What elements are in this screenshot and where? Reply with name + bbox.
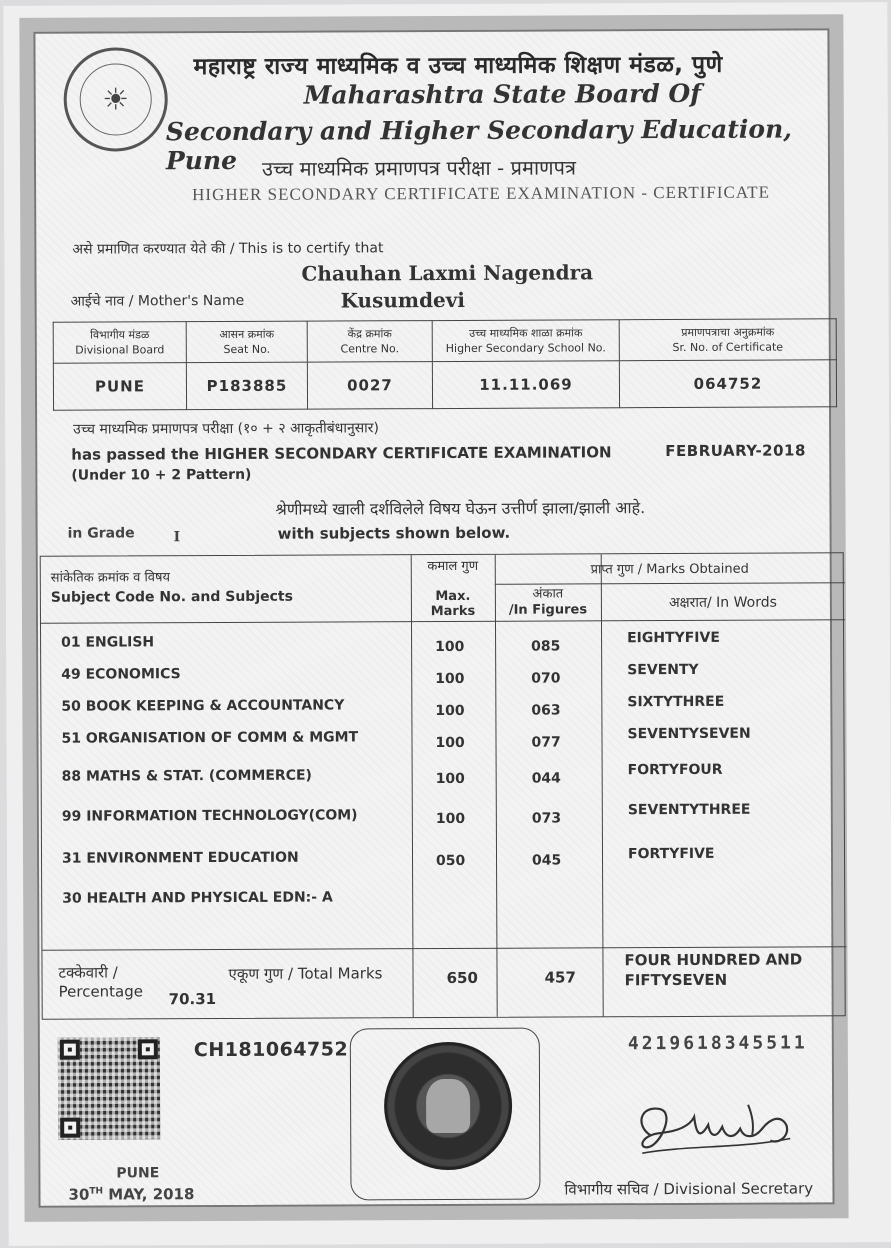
marks-figures: 045 xyxy=(531,852,562,869)
subject-name: 50 BOOK KEEPING & ACCOUNTANCY xyxy=(61,697,345,715)
max-marks: 100 xyxy=(435,810,466,828)
words-header: अक्षरात/ In Words xyxy=(668,594,777,612)
percentage-value: 70.31 xyxy=(168,990,217,1009)
board-emblem-icon: ☀ xyxy=(63,47,167,151)
max-marks-header-marathi: कमाल गुण xyxy=(427,558,479,575)
marks-words: FORTYFIVE xyxy=(627,845,715,863)
marks-words: SEVENTY xyxy=(627,661,699,679)
marks-row xyxy=(42,847,846,875)
subject-name: 31 ENVIRONMENT EDUCATION xyxy=(61,849,299,867)
exam-title-english: HIGHER SECONDARY CERTIFICATE EXAMINATION - CERTIFICATE xyxy=(192,182,771,205)
max-marks: 100 xyxy=(435,638,465,656)
marks-row xyxy=(41,727,845,755)
signature-icon xyxy=(630,1094,800,1161)
header-seat-no: आसन क्रमांक Seat No. xyxy=(186,321,307,363)
marks-row xyxy=(41,695,845,723)
qr-code-icon xyxy=(58,1037,160,1139)
certify-statement: असे प्रमाणित करण्यात येते की / This is to certify that xyxy=(72,240,384,258)
subject-header-marathi: सांकेतिक क्रमांक व विषय xyxy=(50,570,171,586)
signatory-title: विभागीय सचिव / Divisional Secretary xyxy=(564,1179,814,1199)
marks-figures: 063 xyxy=(531,702,561,719)
mother-name: Kusumdevi xyxy=(340,287,466,313)
certificate-sr-no-value: 064752 xyxy=(619,360,836,408)
marks-row xyxy=(42,887,846,915)
subject-name: 51 ORGANISATION OF COMM & MGMT xyxy=(61,729,359,747)
marks-figures: 070 xyxy=(531,670,561,687)
percentage-label-marathi: टक्केवारी / xyxy=(58,963,118,982)
seat-no-value: P183885 xyxy=(186,362,307,410)
subjects-statement-english: with subjects shown below. xyxy=(277,523,511,543)
max-marks: 100 xyxy=(435,734,465,752)
header-school-no: उच्च माध्यमिक शाळा क्रमांक Higher Secondary School No. xyxy=(432,320,619,362)
marks-figures: 085 xyxy=(531,638,561,655)
figures-header-english: /In Figures xyxy=(508,602,588,618)
issue-place: PUNE xyxy=(116,1165,160,1182)
subject-header-english: Subject Code No. and Subjects xyxy=(50,588,293,606)
max-marks: 100 xyxy=(435,670,465,688)
exam-title-marathi: उच्च माध्यमिक प्रमाणपत्र परीक्षा - प्रमाणपत्र xyxy=(261,155,577,181)
certificate-sheet xyxy=(3,2,891,1246)
certificate-code: CH181064752 xyxy=(193,1038,349,1062)
marks-words: SEVENTYSEVEN xyxy=(627,725,751,743)
header-centre-no: केंद्र क्रमांक Centre No. xyxy=(307,321,432,363)
grade-value: I xyxy=(173,529,181,546)
percentage-label-english: Percentage xyxy=(58,982,144,1001)
total-marks-words: FOUR HUNDRED AND FIFTYSEVEN xyxy=(624,950,803,990)
marks-words: SEVENTYTHREE xyxy=(627,801,751,819)
max-marks: 100 xyxy=(435,770,465,788)
marks-row xyxy=(41,631,845,659)
centre-no-value: 0027 xyxy=(307,362,432,410)
max-marks: 100 xyxy=(435,702,465,720)
board-name-english-line2: Secondary and Higher Secondary Education, Pune xyxy=(165,114,792,176)
issue-date: 30TH MAY, 2018 xyxy=(68,1185,195,1204)
figures-header-marathi: अंकात xyxy=(532,586,564,602)
header-certificate-sr-no: प्रमाणपत्राचा अनुक्रमांक Sr. No. of Certificate xyxy=(619,319,836,361)
header-divisional-board: विभागीय मंडळ Divisional Board xyxy=(53,322,186,364)
candidate-info-table xyxy=(53,318,837,410)
candidate-name: Chauhan Laxmi Nagendra xyxy=(301,260,594,286)
subject-name: 49 ECONOMICS xyxy=(61,666,181,683)
marks-figures: 077 xyxy=(531,734,561,751)
subjects-statement-marathi: श्रेणीमध्ये खाली दर्शविलेले विषय घेऊन उत्तीर्ण झाला/झाली आहे. xyxy=(275,498,646,519)
marks-words: FORTYFOUR xyxy=(627,761,723,779)
marks-row xyxy=(41,663,845,691)
exam-pattern-marathi: उच्च माध्यमिक प्रमाणपत्र परीक्षा (१० + २ आकृतीबंधानुसार) xyxy=(73,420,380,438)
max-marks: 050 xyxy=(435,852,466,870)
subject-name: 01 ENGLISH xyxy=(61,634,155,651)
marks-figures: 044 xyxy=(531,770,561,787)
marks-table xyxy=(40,552,846,1020)
total-obtained-marks: 457 xyxy=(544,968,576,987)
subject-name: 99 INFORMATION TECHNOLOGY(COM) xyxy=(61,807,358,825)
board-name-marathi: महाराष्ट्र राज्य माध्यमिक व उच्च माध्यमिक शिक्षण मंडळ, पुणे xyxy=(193,51,723,81)
total-marks-label: एकूण गुण / Total Marks xyxy=(228,964,383,983)
marks-obtained-header: प्राप्त गुण / Marks Obtained xyxy=(590,561,749,578)
school-no-value: 11.11.069 xyxy=(432,361,619,409)
subject-name: 88 MATHS & STAT. (COMMERCE) xyxy=(61,767,312,785)
official-seal-icon xyxy=(384,1042,513,1171)
divisional-board-value: PUNE xyxy=(53,363,186,411)
marks-row xyxy=(42,761,846,793)
marks-figures: 073 xyxy=(531,810,562,827)
marks-words: SIXTYTHREE xyxy=(627,693,725,711)
barcode-number: 4219618345511 xyxy=(627,1032,808,1055)
mother-name-label: आईचे नाव / Mother's Name xyxy=(70,292,245,310)
subject-name: 30 HEALTH AND PHYSICAL EDN:- A xyxy=(62,889,333,907)
board-name-english-line1: Maharashtra State Board Of xyxy=(303,78,702,110)
passed-statement: has passed the HIGHER SECONDARY CERTIFICATE EXAMINATION xyxy=(71,443,612,464)
marks-row xyxy=(42,801,846,833)
max-marks-header-english: Max. Marks xyxy=(430,588,476,620)
marks-words: EIGHTYFIVE xyxy=(627,629,720,647)
exam-pattern-english: (Under 10 + 2 Pattern) xyxy=(71,466,252,484)
grade-label: in Grade xyxy=(67,525,135,542)
total-max-marks: 650 xyxy=(446,968,478,988)
exam-session: FEBRUARY-2018 xyxy=(665,441,806,461)
